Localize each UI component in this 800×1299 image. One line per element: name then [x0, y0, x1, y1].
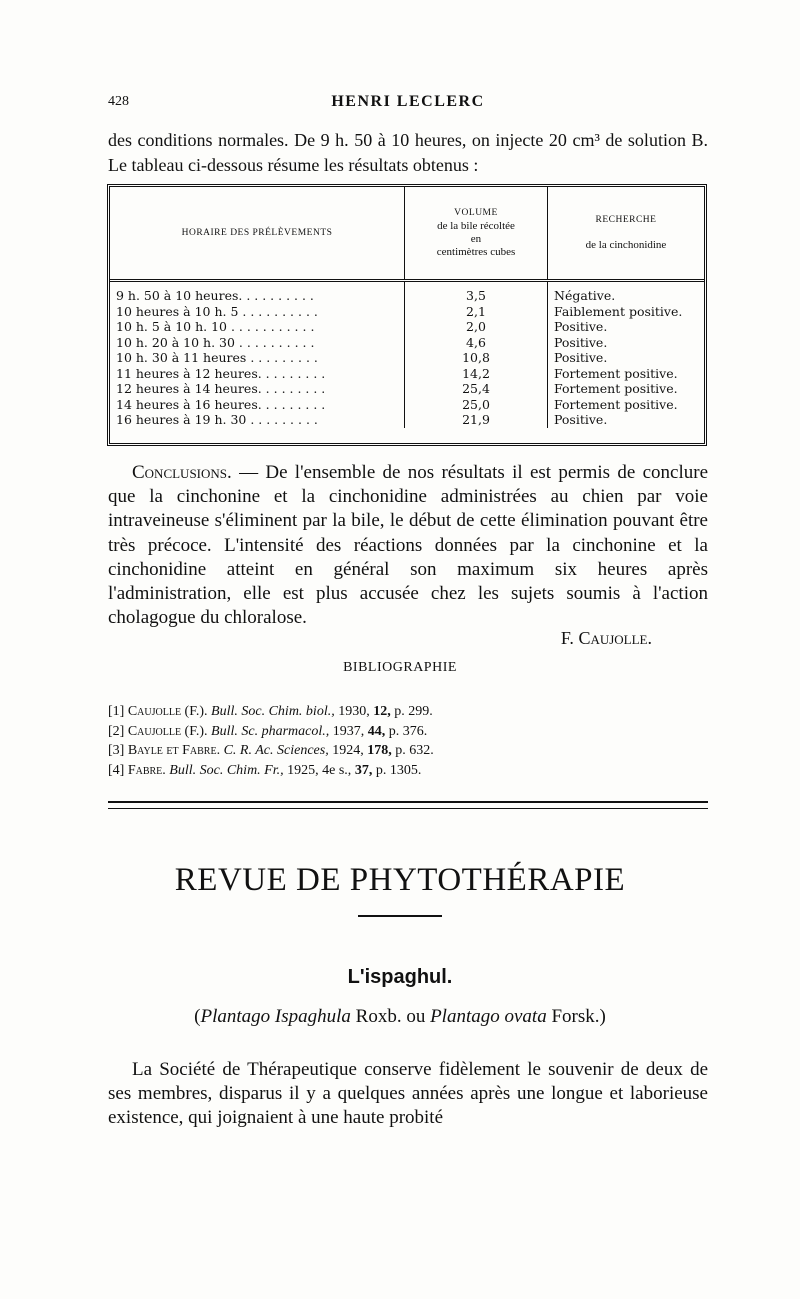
cell-volume: 10,8	[405, 350, 548, 366]
ref-number: [3]	[108, 743, 125, 758]
cell-horaire: 14 heures à 16 heures. . . . . . . . .	[116, 396, 326, 412]
cell-recherche: Fortement positive.	[548, 381, 705, 397]
cell-recherche: Négative.	[548, 281, 705, 304]
section-title: REVUE DE PHYTOTHÉRAPIE	[174, 862, 626, 898]
table-row	[110, 412, 704, 428]
ref-number: [1]	[108, 704, 125, 719]
cell-volume: 2,0	[405, 319, 548, 335]
cell-horaire: 10 h. 5 à 10 h. 10 . . . . . . . . . . .	[116, 319, 315, 334]
cell-horaire: 10 h. 20 à 10 h. 30 . . . . . . . . . .	[116, 334, 315, 350]
conclusions-label: Conclusions.	[132, 462, 232, 483]
article-body-text: La Société de Thérapeutique conserve fidèlement le souvenir de deux de ses membres, disparus il y a quelques années après une longue et laborieuse existence, qui joignaient à une haute probité	[108, 1059, 708, 1128]
cell-horaire: 10 heures à 10 h. 5 . . . . . . . . . .	[116, 303, 318, 319]
cell-recherche: Faiblement positive.	[548, 304, 705, 320]
cell-recherche: Positive.	[548, 319, 705, 335]
ref-year: 1930,	[338, 704, 370, 719]
running-title: HENRI LECLERC	[331, 93, 485, 110]
header-horaire: HORAIRE DES PRÉLÈVEMENTS	[110, 187, 405, 281]
ref-year: 1937,	[332, 723, 365, 739]
subtitle-part4: Forsk.	[551, 1006, 600, 1027]
header-volume-title: VOLUME	[454, 208, 498, 218]
ref-volume: 12,	[373, 704, 391, 719]
cell-volume: 14,2	[405, 366, 548, 382]
section-rule-bottom	[108, 808, 708, 809]
ref-volume: 178,	[367, 743, 392, 758]
bibliography-ref	[108, 702, 708, 722]
table-row	[110, 381, 704, 397]
bibliography-ref	[108, 741, 708, 761]
ref-page: p. 299.	[394, 704, 433, 719]
table-row	[110, 366, 704, 382]
ref-journal: Bull. Soc. Chim. Fr.,	[169, 762, 284, 778]
ref-volume: 37,	[354, 762, 373, 778]
ref-page: p. 1305.	[375, 762, 422, 778]
header-volume-line1: de la bile récoltée	[437, 220, 515, 232]
cell-recherche: Positive.	[548, 350, 705, 366]
table-header-row	[110, 187, 704, 281]
table-row	[110, 397, 704, 413]
cell-horaire: 10 h. 30 à 11 heures . . . . . . . . .	[116, 350, 318, 365]
header-recherche-title: RECHERCHE	[595, 215, 657, 225]
cell-horaire: 12 heures à 14 heures. . . . . . . . .	[116, 381, 326, 396]
intro-paragraph	[108, 128, 708, 178]
ref-author: Caujolle (F.).	[127, 723, 208, 739]
ref-year: 1925, 4e s.,	[287, 762, 352, 778]
ref-journal: Bull. Sc. pharmacol.,	[211, 723, 330, 739]
cell-horaire: 11 heures à 12 heures. . . . . . . . .	[116, 365, 326, 381]
bibliography-title: BIBLIOGRAPHIE	[343, 660, 457, 675]
header-volume-line3: centimètres cubes	[436, 246, 516, 258]
ref-journal: C. R. Ac. Sciences,	[223, 743, 329, 758]
cell-recherche: Fortement positive.	[548, 366, 705, 382]
page-header	[108, 94, 708, 116]
signature-name: Caujolle.	[578, 628, 652, 648]
cell-volume: 25,4	[405, 381, 548, 397]
cell-recherche: Positive.	[548, 335, 705, 351]
cell-volume: 4,6	[405, 335, 548, 351]
table-row	[110, 350, 704, 366]
table-row	[110, 335, 704, 351]
ref-author: Caujolle (F.).	[127, 704, 208, 719]
table-body	[110, 281, 704, 428]
cell-volume: 2,1	[405, 304, 548, 320]
subtitle-part3: Plantago ovata	[430, 1006, 547, 1027]
header-volume-line2: en	[470, 233, 482, 245]
title-underline	[358, 915, 442, 917]
cell-volume: 25,0	[405, 397, 548, 413]
bibliography-ref	[108, 722, 708, 742]
cell-volume: 3,5	[405, 281, 548, 304]
conclusions-paragraph	[108, 461, 708, 630]
header-volume	[405, 187, 548, 281]
cell-volume: 21,9	[405, 412, 548, 428]
results-table-grid	[110, 187, 704, 428]
cell-recherche: Positive.	[548, 412, 705, 428]
ref-author: Bayle et Fabre.	[127, 743, 221, 758]
header-recherche	[548, 187, 705, 281]
article-title: L'ispaghul.	[347, 966, 453, 988]
bibliography-list	[108, 702, 708, 780]
header-recherche-sub: de la cinchonidine	[585, 239, 667, 251]
table-row	[110, 281, 704, 304]
ref-year: 1924,	[332, 743, 364, 758]
page-number: 428	[108, 94, 129, 109]
ref-number: [2]	[108, 723, 125, 739]
signature	[561, 628, 652, 649]
article-subtitle: (Plantago Ispaghula Roxb. ou Plantago ovata Forsk.)	[194, 1006, 606, 1027]
ref-page: p. 376.	[388, 723, 428, 739]
ref-journal: Bull. Soc. Chim. biol.,	[211, 704, 335, 719]
conclusions-text: — De l'ensemble de nos résultats il est permis de conclure que la cinchonine et la cinchonidine administrées au chien par voie intraveineuse s'éliminent par la bile, le début de cette élimination pouvant être très précoce. L'intensité des réactions données par la cinchonine et la cinchonidine atteint en général son maximum six heures après l'administration, elle est plus accusée chez les sujets soumis à l'action cholagogue du chloralose.	[108, 462, 708, 629]
section-rule-top	[108, 801, 708, 803]
ref-number: [4]	[108, 762, 125, 778]
ref-volume: 44,	[367, 723, 386, 739]
subtitle-part1: Plantago Ispaghula	[200, 1006, 351, 1027]
results-table	[107, 184, 707, 446]
cell-horaire: 9 h. 50 à 10 heures. . . . . . . . . .	[116, 288, 314, 303]
intro-text: des conditions normales. De 9 h. 50 à 10 heures, on injecte 20 cm³ de solution B. Le tableau ci-dessous résume les résultats obtenus :	[108, 130, 708, 175]
table-row	[110, 319, 704, 335]
cell-recherche: Fortement positive.	[548, 397, 705, 413]
bibliography-ref	[108, 761, 708, 781]
article-body	[108, 1058, 708, 1130]
cell-horaire: 16 heures à 19 h. 30 . . . . . . . . .	[116, 412, 318, 427]
ref-page: p. 632.	[395, 743, 434, 758]
signature-initial: F.	[560, 628, 574, 648]
subtitle-part2: Roxb. ou	[355, 1006, 426, 1027]
table-row	[110, 304, 704, 320]
ref-author: Fabre.	[127, 762, 166, 778]
